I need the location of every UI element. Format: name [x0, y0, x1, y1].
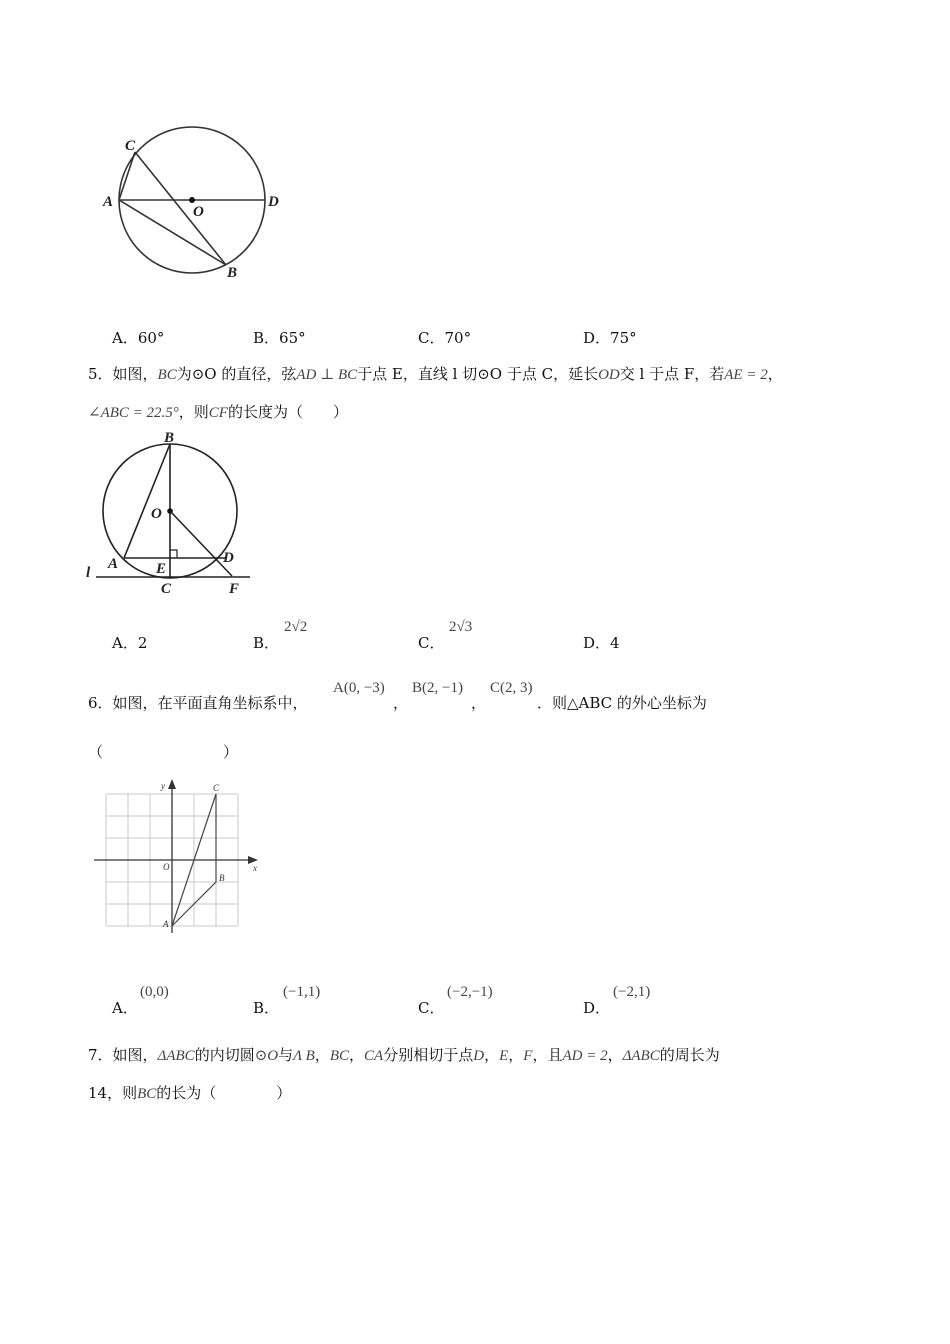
q7-text2: 与 [278, 1046, 294, 1064]
q7-stem-line2 [88, 1082, 291, 1103]
q5-ad-perp-bc: AD ⊥ BC [296, 367, 358, 383]
q7-point-d: D [473, 1048, 485, 1064]
q7-bc: BC [329, 1048, 350, 1064]
q5-line-OF [170, 511, 232, 576]
q6-comma1: ， [393, 694, 409, 712]
q7-comma5: ， [607, 1046, 623, 1064]
q5-center-dot [167, 508, 173, 514]
q6-label-O: O [163, 862, 170, 872]
q7-circle: ⊙O [254, 1048, 279, 1064]
q6-option-c-prefix: C． [418, 999, 445, 1017]
q5-ae: AE = 2 [724, 367, 768, 383]
q5-option-c-prefix: C． [418, 634, 445, 652]
q4-option-d[interactable]: D．75° [583, 329, 637, 347]
q7-triangle2: ΔABC [622, 1048, 660, 1064]
q5-cf: CF [208, 405, 228, 421]
q6-option-b-value: (−1,1) [283, 984, 321, 1000]
q7-comma4: ， [508, 1046, 524, 1064]
q6-option-b-prefix: B． [253, 999, 280, 1017]
q5-option-d[interactable]: D．4 [583, 634, 620, 652]
q6-option-d[interactable] [583, 997, 610, 1018]
q4-option-a[interactable]: A．60° [112, 329, 165, 347]
q5-label-F: F [229, 581, 240, 597]
q7-triangle: ΔABC [157, 1048, 195, 1064]
q4-label-O: O [193, 204, 204, 220]
q7-bc2: BC [137, 1086, 157, 1102]
q6-text1: ．则△ABC 的外心坐标为 [537, 694, 707, 712]
q6-option-c-value: (−2,−1) [447, 984, 493, 1000]
q5-chord-AB [124, 444, 170, 558]
q5-label-l: l [86, 565, 91, 581]
q5-text2: 于点 E，直线 l 切⊙O 于点 C，延长 [357, 365, 599, 383]
q4-option-b[interactable]: B．65° [253, 329, 306, 347]
q7-text7: 的长为（ ） [156, 1084, 292, 1102]
q5-option-c-value: 2√3 [449, 619, 473, 635]
q4-label-A: A [103, 194, 114, 210]
q6-option-a-value: (0,0) [140, 984, 169, 1000]
q5-text6: 的长度为（ ） [227, 403, 348, 421]
q7-ad: AD = 2 [562, 1048, 608, 1064]
q5-text4: ， [767, 365, 783, 383]
q5-label-O: O [151, 506, 162, 522]
q5-label-C: C [161, 581, 172, 597]
q6-y-arrow-icon [168, 779, 176, 789]
q4-label-D: D [268, 194, 279, 210]
q6-point-b: B(2, −1) [412, 680, 463, 696]
q6-option-a[interactable] [112, 997, 138, 1018]
q5-option-a[interactable]: A．2 [112, 634, 148, 652]
q7-number: 7．如图， [88, 1046, 158, 1064]
q6-comma2: ， [471, 694, 487, 712]
q5-stem-line2 [88, 401, 348, 422]
q4-option-c[interactable]: C．70° [418, 329, 472, 347]
q5-bc: BC [157, 367, 177, 383]
q4-chord-CB [135, 152, 226, 265]
q6-label-y: y [161, 781, 165, 791]
q5-option-b-prefix: B． [253, 634, 280, 652]
q6-point-a: A(0, −3) [333, 680, 385, 696]
q4-circle-figure [95, 118, 295, 288]
q4-chord-AB [119, 200, 226, 265]
q4-label-C: C [125, 138, 136, 154]
q7-ca: CA [364, 1048, 384, 1064]
q7-text4: ，且 [532, 1046, 563, 1064]
q5-circle-figure [80, 426, 260, 598]
q6-label-A: A [163, 919, 169, 929]
q5-text3: 交 l 于点 F，若 [619, 365, 725, 383]
q5-option-b[interactable] [253, 632, 279, 653]
q5-label-D: D [223, 550, 234, 566]
q7-comma3: ， [484, 1046, 500, 1064]
q7-point-e: E [499, 1048, 509, 1064]
q6-option-b[interactable] [253, 997, 279, 1018]
q5-option-c[interactable] [418, 632, 444, 653]
q7-ab: Λ B [293, 1048, 315, 1064]
q5-number: 5．如图， [88, 365, 158, 383]
q7-comma2: ， [349, 1046, 365, 1064]
q7-text1: 的内切圆 [194, 1046, 255, 1064]
q6-coordinate-figure [92, 775, 267, 945]
q6-label-C: C [213, 783, 220, 793]
q5-option-b-value: 2√2 [284, 619, 308, 635]
q5-text5: ，则 [178, 403, 209, 421]
q7-comma1: ， [314, 1046, 330, 1064]
q6-point-c: C(2, 3) [490, 680, 533, 696]
q5-label-E: E [156, 561, 167, 577]
q5-label-B: B [164, 430, 175, 446]
q6-option-d-value: (−2,1) [613, 984, 651, 1000]
q5-text1: 为⊙O 的直径，弦 [176, 365, 297, 383]
q7-stem-line1 [88, 1044, 720, 1065]
q5-right-angle-mark [170, 550, 177, 558]
q7-text6: 14，则 [88, 1084, 138, 1102]
q6-number: 6．如图，在平面直角坐标系中， [88, 694, 308, 712]
q6-paren: （ ） [88, 743, 239, 761]
q6-label-B: B [219, 873, 225, 883]
q4-label-B: B [227, 265, 238, 281]
q5-stem-line1 [88, 363, 783, 384]
q6-stem-line1 [88, 692, 308, 713]
q6-option-d-prefix: D． [583, 999, 611, 1017]
q5-angle: ∠ABC = 22.5° [88, 405, 179, 421]
q5-label-A: A [108, 556, 119, 572]
q7-text5: 的周长为 [659, 1046, 720, 1064]
q6-option-c[interactable] [418, 997, 444, 1018]
q7-text3: 分别相切于点 [383, 1046, 474, 1064]
q4-chord-AC [119, 152, 135, 200]
q6-label-x: x [253, 863, 257, 873]
q5-od: OD [598, 367, 620, 383]
q6-option-a-prefix: A． [112, 999, 138, 1017]
q4-center-dot [189, 197, 195, 203]
q7-point-f: F [523, 1048, 533, 1064]
